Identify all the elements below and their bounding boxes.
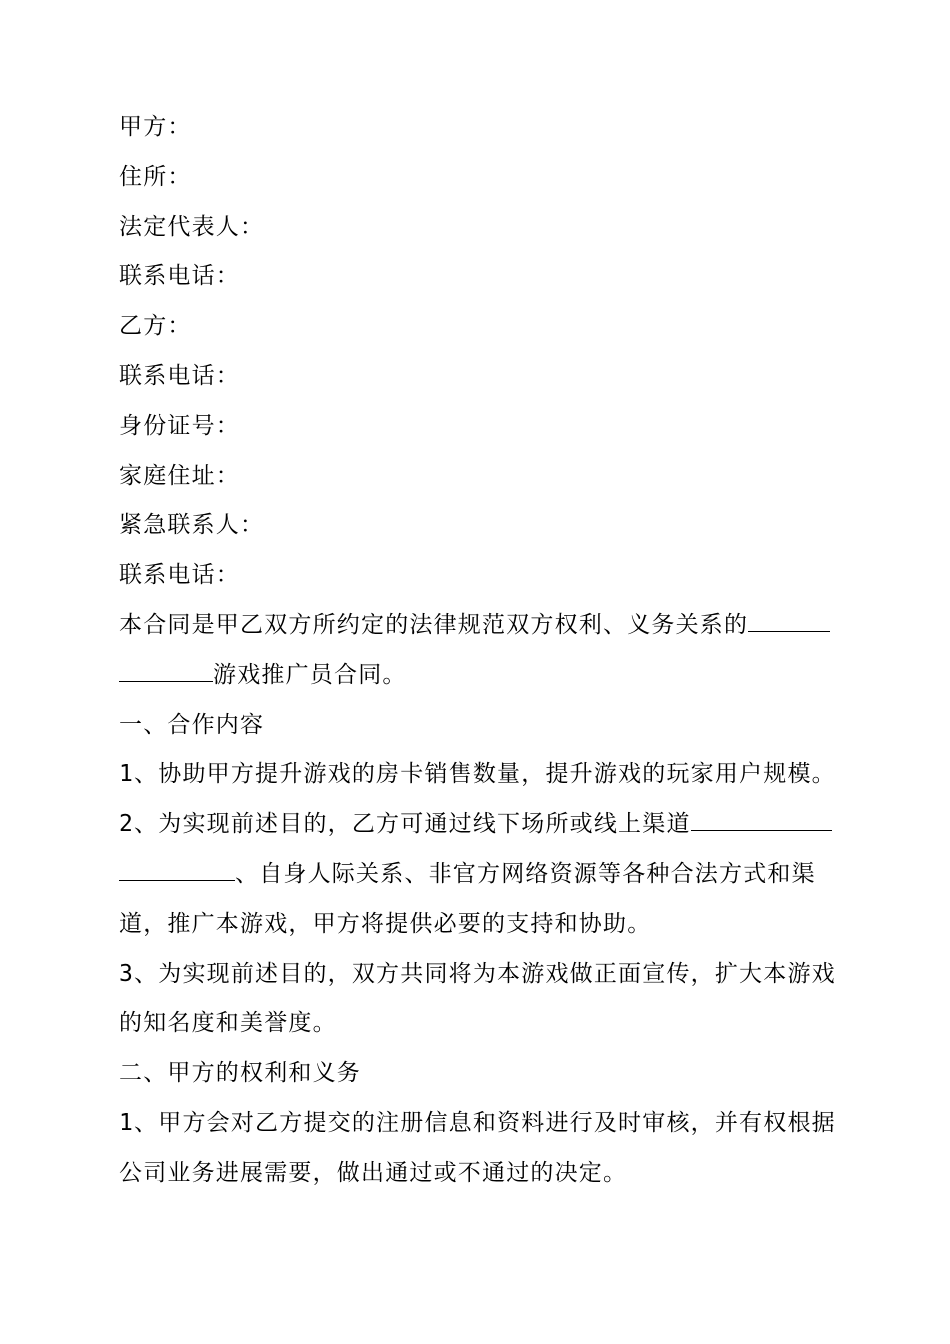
item-text: 2、为实现前述目的，乙方可通过线下场所或线上渠道 — [119, 811, 691, 838]
party-b-phone-label: 联系电话： — [119, 362, 240, 389]
section-1-heading: 一、合作内容 — [119, 711, 265, 738]
party-b-label: 乙方： — [119, 313, 192, 340]
fill-in-blank — [119, 858, 235, 881]
id-number-label: 身份证号： — [119, 412, 240, 439]
emergency-contact-label: 紧急联系人： — [119, 512, 265, 539]
fill-in-blank — [748, 609, 830, 632]
section-1-item-2-line-3: 道，推广本游戏，甲方将提供必要的支持和协助。 — [119, 910, 652, 937]
item-text: 、自身人际关系、非官方网络资源等各种合法方式和渠 — [235, 860, 816, 887]
home-address-label: 家庭住址： — [119, 462, 240, 489]
fill-in-blank — [691, 808, 832, 831]
section-1-item-1: 1、协助甲方提升游戏的房卡销售数量，提升游戏的玩家用户规模。 — [119, 761, 836, 788]
party-a-phone-label: 联系电话： — [119, 263, 240, 290]
intro-paragraph-line-2 — [119, 651, 831, 701]
intro-text: 游戏推广员合同。 — [213, 661, 407, 688]
address-label: 住所： — [119, 163, 192, 190]
contract-body — [119, 103, 836, 1199]
fill-in-blank — [119, 659, 213, 682]
intro-text: 本合同是甲乙双方所约定的法律规范双方权利、义务关系的 — [119, 611, 749, 638]
section-1-item-2-line-1 — [119, 800, 831, 850]
section-1-item-3-line-1: 3、为实现前述目的，双方共同将为本游戏做正面宣传，扩大本游戏 — [119, 960, 836, 987]
section-2-item-1-line-2: 公司业务进展需要，做出通过或不通过的决定。 — [119, 1159, 628, 1186]
intro-paragraph-line-1 — [119, 601, 831, 651]
section-1-item-3-line-2: 的知名度和美誉度。 — [119, 1010, 337, 1037]
section-2-item-1-line-1: 1、甲方会对乙方提交的注册信息和资料进行及时审核，并有权根据 — [119, 1109, 836, 1136]
party-a-label: 甲方： — [119, 114, 192, 140]
legal-representative-label: 法定代表人： — [119, 213, 265, 240]
section-1-item-2-line-2 — [119, 850, 831, 900]
section-2-heading: 二、甲方的权利和义务 — [119, 1060, 361, 1087]
emergency-phone-label: 联系电话： — [119, 562, 240, 589]
